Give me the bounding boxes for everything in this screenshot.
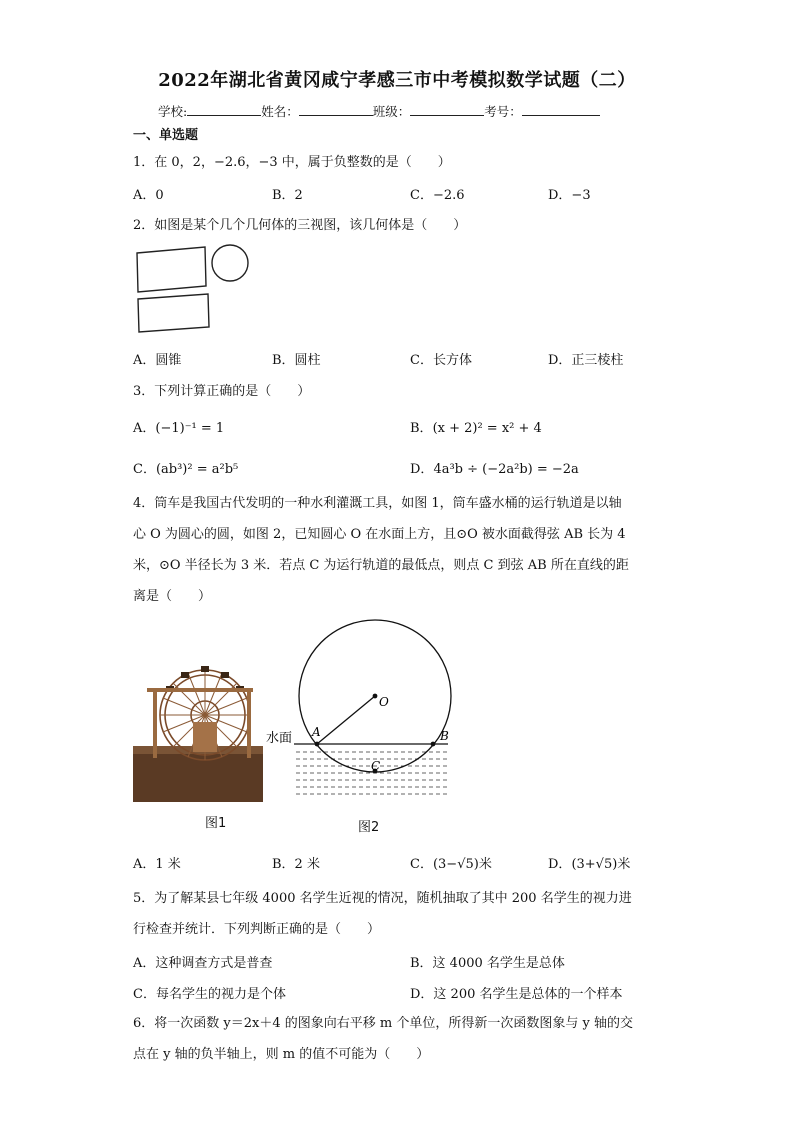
name-label: 姓名：: [261, 104, 299, 119]
q1-option-d: D．−3: [548, 188, 591, 203]
q4-d-math: (3+√5): [571, 857, 618, 872]
q4-option-c: C．(3−√5)米: [410, 857, 492, 872]
waterwheel-photo: [133, 660, 263, 802]
q4-line-4: 离是（ ）: [133, 589, 212, 604]
q1-option-b: B．2: [272, 188, 303, 203]
question-1-stem: 1．在 0，2，−2.6，−3 中，属于负整数的是（ ）: [133, 155, 451, 170]
three-view-figure: [133, 242, 253, 337]
q4-option-a: A．1 米: [133, 857, 181, 872]
q2-option-a: A．圆锥: [133, 353, 182, 368]
q3-option-d: D．4a³b ÷ (−2a²b) = −2a: [410, 462, 579, 477]
label-c: C: [371, 759, 381, 773]
exam-no-blank: [522, 103, 600, 116]
section-heading: 一、单选题: [133, 128, 199, 143]
q1-option-a: A．0: [133, 188, 164, 203]
q4-line-1: 4．筒车是我国古代发明的一种水利灌溉工具，如图 1，筒车盛水桶的运行轨道是以轴: [133, 496, 622, 511]
q4-line-3: 米，⊙O 半径长为 3 米．若点 C 为运行轨道的最低点，则点 C 到弦 AB 所在直线的距: [133, 558, 629, 573]
q6-line-1: 6．将一次函数 y＝2x＋4 的图象向右平移 m 个单位，所得新一次函数图象与 y 轴的交: [133, 1016, 633, 1031]
q3-a-math: (−1)⁻¹ = 1: [155, 421, 225, 436]
point-b: [431, 742, 436, 747]
name-blank: [299, 103, 373, 116]
circle-geometry-figure: [262, 618, 462, 808]
question-2-stem: 2．如图是某个几个几何体的三视图，该几何体是（ ）: [133, 218, 467, 233]
q2-option-d: D．正三棱柱: [548, 353, 624, 368]
point-a: [315, 742, 320, 747]
q1-option-c: C．−2.6: [410, 188, 465, 203]
q4-option-d: D．(3+√5)米: [548, 857, 631, 872]
q5-option-d: D．这 200 名学生是总体的一个样本: [410, 987, 623, 1002]
q4-d-unit: 米: [617, 857, 631, 872]
class-blank: [410, 103, 484, 116]
q6-line-2: 点在 y 轴的负半轴上，则 m 的值不可能为（ ）: [133, 1047, 430, 1062]
figure-2-caption: 图2: [358, 820, 380, 835]
q5-option-b: B．这 4000 名学生是总体: [410, 956, 565, 971]
school-label: 学校:: [158, 104, 188, 119]
question-6-stem: [133, 1008, 658, 1070]
q3-d-math: 4a³b ÷ (−2a²b) = −2a: [433, 462, 579, 477]
q3-option-b: B．(x + 2)² = x² + 4: [410, 421, 542, 436]
q5-option-c: C．每名学生的视力是个体: [133, 987, 286, 1002]
q4-c-math: (3−√5): [432, 857, 479, 872]
school-blank: [187, 103, 261, 116]
q3-c-math: (ab³)² = a²b⁵: [155, 462, 239, 477]
q5-line-2: 行检查并统计．下列判断正确的是（ ）: [133, 922, 381, 937]
exam-no-label: 考号：: [484, 104, 522, 119]
q5-line-1: 5．为了解某县七年级 4000 名学生近视的情况，随机抽取了其中 200 名学生的视力进: [133, 891, 632, 906]
center-point-o: [373, 694, 378, 699]
q2-option-c: C．长方体: [410, 353, 472, 368]
q3-b-math: (x + 2)² = x² + 4: [432, 421, 542, 436]
class-label: 班级：: [372, 104, 411, 119]
q4-c-unit: 米: [478, 857, 492, 872]
question-4-stem: [133, 488, 658, 612]
water-label: 水面: [266, 731, 293, 746]
label-a: A: [312, 725, 321, 739]
question-5-stem: [133, 883, 658, 945]
q4-line-2: 心 O 为圆心的圆，如图 2，已知圆心 O 在水面上方，且⊙O 被水面截得弦 AB 长为 4: [133, 527, 626, 542]
radius-oa: [317, 696, 375, 744]
student-info-line: [158, 102, 600, 120]
figure-1-caption: 图1: [205, 816, 227, 831]
label-o: O: [379, 695, 389, 709]
q3-option-c: C．(ab³)² = a²b⁵: [133, 462, 239, 477]
label-b: B: [440, 729, 449, 743]
q2-option-b: B．圆柱: [272, 353, 321, 368]
q3-option-a: A．(−1)⁻¹ = 1: [133, 421, 225, 436]
q4-option-b: B．2 米: [272, 857, 320, 872]
question-3-stem: 3．下列计算正确的是（ ）: [133, 384, 311, 399]
q5-option-a: A．这种调查方式是普查: [133, 956, 273, 971]
exam-title: 2022年湖北省黄冈咸宁孝感三市中考模拟数学试题（二）: [158, 70, 636, 91]
